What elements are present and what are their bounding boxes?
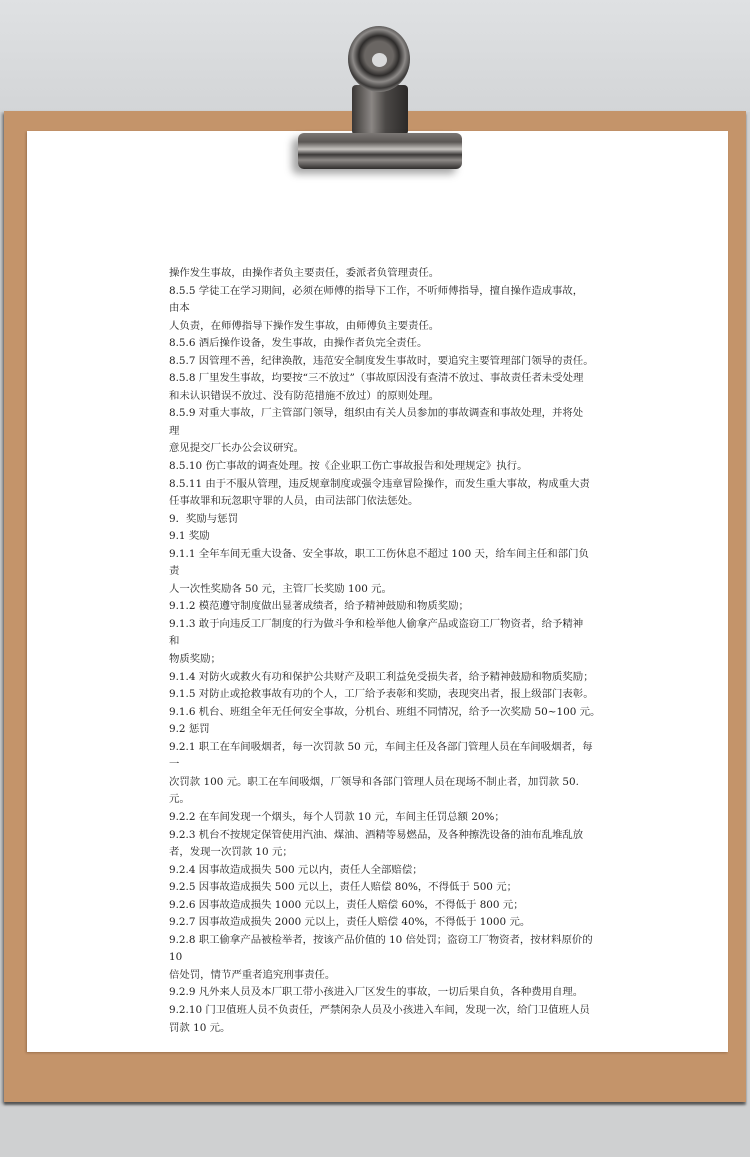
text-line: 8.5.5 学徒工在学习期间，必须在师傅的指导下工作，不听师傅指导，擅自操作造成事故， [169,284,584,297]
text-line: 9.2.9 凡外来人员及本厂职工带小孩进入厂区发生的事故，一切后果自负，各种费用自理。 [169,986,584,999]
text-line: 和未认识错误不放过、没有防范措施不放过）的原则处理。 [169,389,440,402]
text-line: 人一次性奖励各 50 元，主管厂长奖励 100 元。 [169,582,392,595]
text-line: 者，发现一次罚款 10 元； [169,846,293,859]
binder-clip-neck [352,85,408,135]
text-line: 9.2.3 机台不按规定保管使用汽油、煤油、酒精等易燃品，及各种擦洗设备的油布乱堆乱放 [169,828,584,841]
text-line: 9.1.5 对防止或抢救事故有功的个人，工厂给予表彰和奖励，表现突出者，报上级部门表彰。 [169,688,594,701]
text-line: 9.1.6 机台、班组全年无任何安全事故，分机台、班组不同情况，给予一次奖励 50~100 元。 [169,705,601,718]
text-line: 由本 [169,302,190,315]
text-line: 责 [169,565,180,578]
text-line: 9.2.4 因事故造成损失 500 元以内，责任人全部赔偿； [169,863,423,876]
text-line: 罚款 10 元。 [169,1021,231,1034]
text-line: 10 [169,951,183,964]
text-line: 9.1.2 模范遵守制度做出显著成绩者，给予精神鼓励和物质奖励； [169,600,469,613]
text-line: 8.5.9 对重大事故，厂主管部门领导，组织由有关人员参加的事故调查和事故处理，并将处 [169,407,584,420]
text-line: 元。 [169,793,190,806]
text-line: 9.1.4 对防火或救火有功和保护公共财产及职工利益免受损失者，给予精神鼓励和物质奖励； [169,670,594,683]
text-line: 8.5.10 伤亡事故的调查处理。按《企业职工伤亡事故报告和处理规定》执行。 [169,460,528,473]
text-line: 操作发生事故，由操作者负主要责任，委派者负管理责任。 [169,267,440,279]
text-line: 人负责，在师傅指导下操作发生事故，由师傅负主要责任。 [169,319,440,332]
text-line: 8.5.11 由于不服从管理，违反规章制度或强令违章冒险操作，而发生重大事故，构成重大责 [169,477,590,490]
binder-clip-hole [372,53,387,67]
subsection-heading: 9.2 惩罚 [169,723,210,736]
text-line: 9.1.1 全年车间无重大设备、安全事故，职工工伤休息不超过 100 天，给车间主任和部门负 [169,547,589,560]
text-line: 倍处罚，情节严重者追究刑事责任。 [169,968,336,981]
section-heading: 9．奖励与惩罚 [169,512,238,525]
text-line: 次罚款 100 元。职工在车间吸烟，厂领导和各部门管理人员在现场不制止者，加罚款 50. [169,775,579,788]
text-line: 8.5.7 因管理不善，纪律涣散，违范安全制度发生事故时，要追究主要管理部门领导的责任。 [169,354,594,367]
text-line: 一 [169,758,180,771]
text-line: 9.2.1 职工在车间吸烟者，每一次罚款 50 元，车间主任及各部门管理人员在车间吸烟者，每 [169,740,593,753]
text-line: 9.2.6 因事故造成损失 1000 元以上，责任人赔偿 60%，不得低于 800 元； [169,898,524,911]
text-line: 物质奖励； [169,653,221,666]
text-line: 9.2.10 门卫值班人员不负责任，严禁闲杂人员及小孩进入车间，发现一次，给门卫值班人员 [169,1003,590,1016]
document-text [169,265,599,1037]
subsection-heading: 9.1 奖励 [169,530,210,543]
text-line: 9.2.2 在车间发现一个烟头，每个人罚款 10 元，车间主任罚总额 20%； [169,810,505,823]
text-line: 意见提交厂长办公会议研究。 [169,442,305,455]
text-line: 8.5.6 酒后操作设备，发生事故，由操作者负完全责任。 [169,337,428,350]
text-line: 9.2.5 因事故造成损失 500 元以上，责任人赔偿 80%，不得低于 500 元； [169,881,517,894]
binder-clip-bar [298,133,462,169]
text-line: 8.5.8 厂里发生事故，均要按“三不放过”（事故原因没有查清不放过、事故责任者未受处理 [169,372,584,385]
text-line: 9.2.7 因事故造成损失 2000 元以上，责任人赔偿 40%，不得低于 1000 元。 [169,916,531,929]
text-line: 任事故罪和玩忽职守罪的人员，由司法部门依法惩处。 [169,495,419,508]
text-line: 理 [169,424,180,437]
text-line: 和 [169,635,180,648]
text-line: 9.1.3 敢于向违反工厂制度的行为做斗争和检举他人偷拿产品或盗窃工厂物资者，给予精神 [169,617,584,630]
text-line: 9.2.8 职工偷拿产品被检举者，按该产品价值的 10 倍处罚；盗窃工厂物资者，按材料原价的 [169,933,593,946]
